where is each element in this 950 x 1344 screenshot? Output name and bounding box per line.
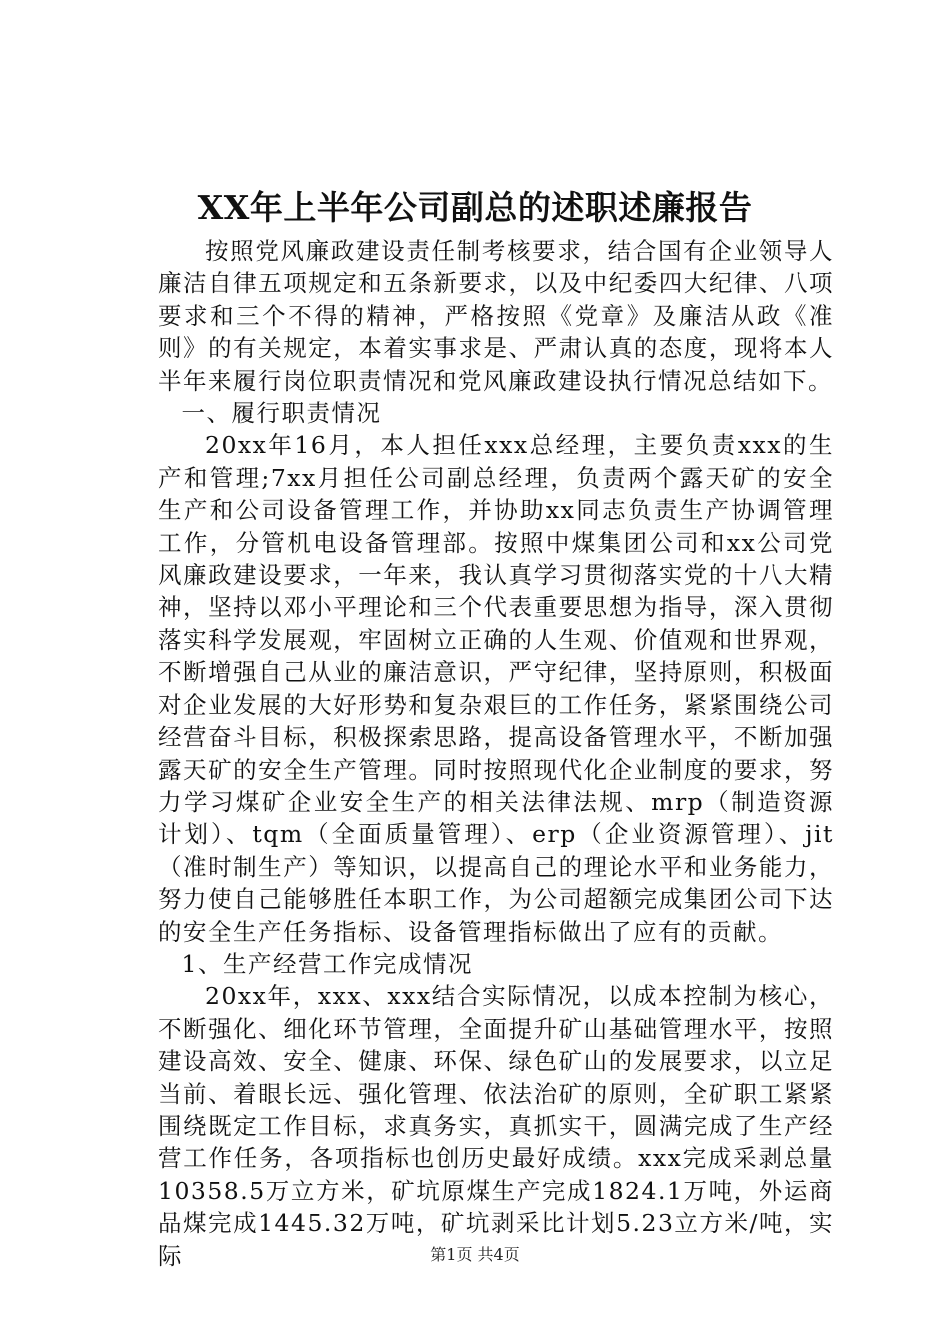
subsection-heading-production: 1、生产经营工作完成情况: [181, 949, 473, 978]
document-body: [158, 235, 834, 1272]
document-title: XX年上半年公司副总的述职述廉报告: [197, 188, 753, 227]
intro-paragraph: 按照党风廉政建设责任制考核要求，结合国有企业领导人廉洁自律五项规定和五条新要求，以及中纪委四大纪律、八项要求和三个不得的精神，严格按照《党章》及廉洁从政《准则》的有关规定，本着实事求是、严肃认真的态度，现将本人半年来履行岗位职责情况和党风廉政建设执行情况总结如下。: [158, 237, 834, 395]
production-paragraph: 20xx年，xxx、xxx结合实际情况，以成本控制为核心，不断强化、细化环节管理，全面提升矿山基础管理水平，按照建设高效、安全、健康、环保、绿色矿山的发展要求，以立足当前、着眼长远、强化管理、依法治矿的原则，全矿职工紧紧围绕既定工作目标，求真务实，真抓实干，圆满完成了生产经营工作任务，各项指标也创历史最好成绩。xxx完成采剥总量10358.5万立方米，矿坑原煤生产完成1824.1万吨，外运商品煤完成1445.32万吨，矿坑剥采比计划5.23立方米/吨，实际: [158, 982, 834, 1270]
section-heading-duties: 一、履行职责情况: [181, 399, 382, 428]
duties-paragraph: 20xx年16月，本人担任xxx总经理，主要负责xxx的生产和管理;7xx月担任公司副总经理，负责两个露天矿的安全生产和公司设备管理工作，并协助xx同志负责生产协调管理工作，分管机电设备管理部。按照中煤集团公司和xx公司党风廉政建设要求，一年来，我认真学习贯彻落实党的十八大精神，坚持以邓小平理论和三个代表重要思想为指导，深入贯彻落实科学发展观，牢固树立正确的人生观、价值观和世界观，不断增强自己从业的廉洁意识，严守纪律，坚持原则，积极面对企业发展的大好形势和复杂艰巨的工作任务，紧紧围绕公司经营奋斗目标，积极探索思路，提高设备管理水平，不断加强露天矿的安全生产管理。同时按照现代化企业制度的要求，努力学习煤矿企业安全生产的相关法律法规、mrp（制造资源计划）、tqm（全面质量管理）、erp（企业资源管理）、jit（准时制生产）等知识，以提高自己的理论水平和业务能力，努力使自己能够胜任本职工作，为公司超额完成集团公司下达的安全生产任务指标、设备管理指标做出了应有的贡献。: [158, 431, 834, 946]
page-footer: 第1页 共4页: [430, 1245, 520, 1264]
